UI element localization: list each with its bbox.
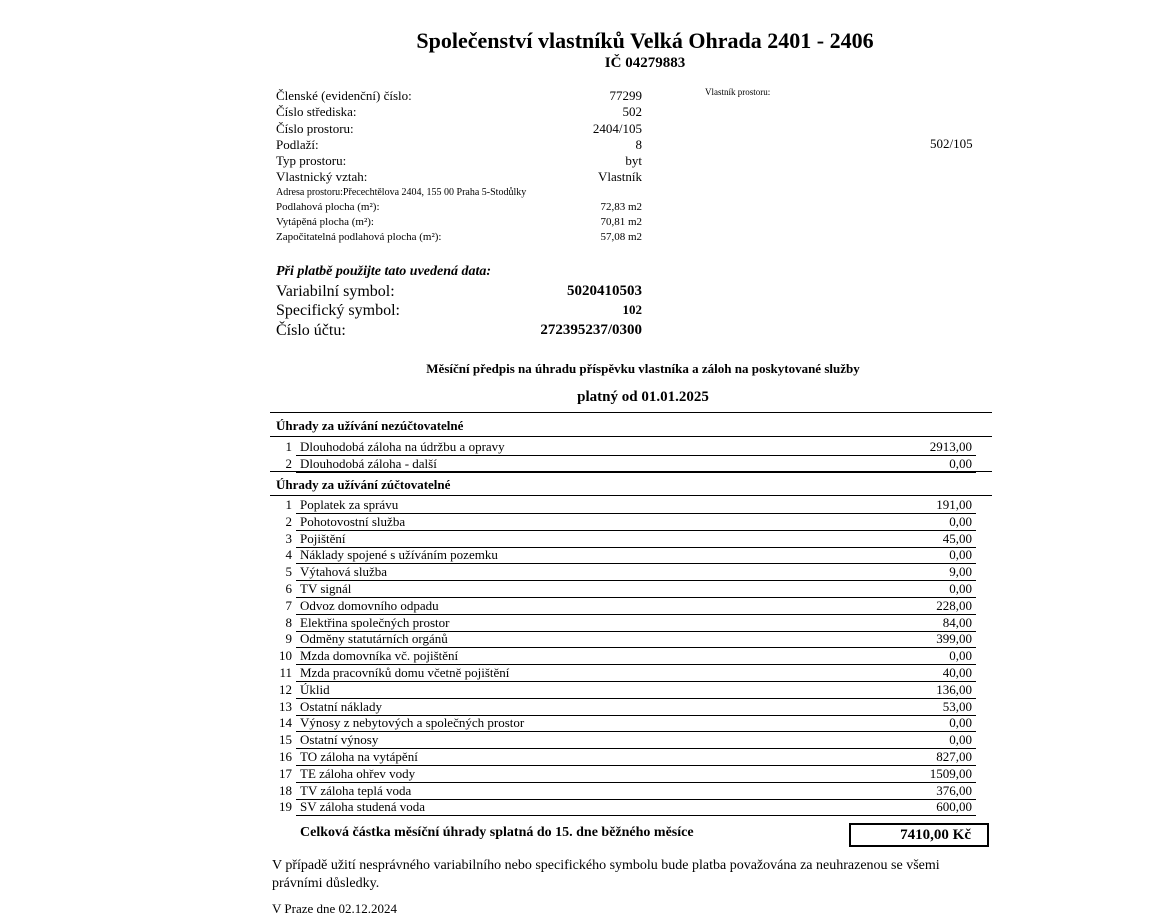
- row-amount: 84,00: [942, 614, 972, 630]
- row-number: 2: [285, 456, 292, 471]
- row-underline: [296, 472, 976, 473]
- row-amount: 136,00: [936, 681, 972, 697]
- row-amount: 53,00: [942, 698, 972, 714]
- row-number: 4: [285, 547, 292, 563]
- row-label: Poplatek za správu: [300, 497, 399, 512]
- row-number: 10: [279, 648, 292, 664]
- table-row: [276, 497, 976, 514]
- info-label: Číslo prostoru:: [276, 121, 354, 136]
- table-row: [276, 665, 976, 682]
- row-number: 18: [279, 782, 292, 798]
- info-row: [276, 104, 642, 120]
- info-row: [276, 216, 642, 228]
- row-amount: 827,00: [936, 749, 972, 764]
- row-label: Dlouhodobá záloha na údržbu a opravy: [300, 439, 505, 454]
- row-amount: 0,00: [949, 581, 972, 596]
- variable-symbol-value: 5020410503: [567, 283, 642, 299]
- table-row: [276, 598, 976, 615]
- table-row: [276, 732, 976, 749]
- row-label: Úklid: [300, 681, 330, 697]
- row-amount: 399,00: [936, 631, 972, 647]
- row-amount: 9,00: [949, 564, 972, 580]
- row-number: 14: [279, 715, 292, 731]
- info-row: [276, 231, 642, 243]
- association-title: Společenství vlastníků Velká Ohrada 2401 - 2406: [416, 28, 874, 53]
- table-row: [276, 514, 976, 531]
- info-label: Započitatelná podlahová plocha (m²):: [276, 231, 442, 243]
- info-row: [276, 169, 642, 185]
- row-label: Odměny statutárních orgánů: [300, 631, 448, 647]
- table-row: [276, 699, 976, 716]
- info-row: [276, 88, 642, 104]
- row-number: 11: [279, 665, 292, 680]
- section-nonbillable-title: Úhrady za užívání nezúčtovatelné: [276, 418, 464, 433]
- table-row: [276, 631, 976, 648]
- row-amount: 0,00: [949, 513, 972, 529]
- section-rule: [270, 436, 992, 437]
- info-label: Adresa prostoru:Přecechtělova 2404, 155 00 Praha 5-Stodůlky: [276, 187, 527, 198]
- row-label: Výtahová služba: [300, 564, 388, 580]
- company-id: IČ 04279883: [604, 55, 686, 71]
- row-label: TV signál: [300, 581, 352, 596]
- row-label: Odvoz domovního odpadu: [300, 597, 439, 613]
- row-label: SV záloha studená voda: [300, 799, 426, 815]
- info-label: Vlastnický vztah:: [276, 169, 368, 184]
- statement-subtitle: Měsíční předpis na úhradu příspěvku vlastníka a záloh na poskytované služby: [426, 361, 860, 376]
- info-label: Členské (evidenční) číslo:: [276, 88, 412, 103]
- section-billable-title: Úhrady za užívání zúčtovatelné: [276, 477, 451, 492]
- row-number: 9: [285, 631, 292, 647]
- row-amount: 40,00: [942, 665, 972, 680]
- table-row: [276, 531, 976, 548]
- section-rule: [270, 495, 992, 496]
- info-label: Podlaží:: [276, 137, 319, 152]
- row-label: Dlouhodobá záloha - další: [300, 456, 437, 471]
- variable-symbol-label: Variabilní symbol:: [276, 283, 395, 300]
- total-label: Celková částka měsíční úhrady splatná do 15. dne běžného měsíce: [300, 825, 694, 840]
- row-number: 8: [285, 614, 292, 630]
- row-amount: 45,00: [942, 530, 972, 546]
- row-number: 13: [279, 698, 292, 714]
- table-top-rule: [270, 412, 992, 413]
- table-row: [276, 799, 976, 816]
- info-row: [276, 121, 642, 137]
- info-value: byt: [625, 153, 642, 168]
- row-number: 2: [285, 513, 292, 529]
- info-row: [276, 201, 642, 213]
- account-label: Číslo účtu:: [276, 322, 346, 339]
- valid-from: platný od 01.01.2025: [577, 389, 709, 405]
- account-row: [276, 322, 642, 340]
- payment-heading: Při platbě použijte tato uvedená data:: [276, 264, 492, 279]
- row-label: Výnosy z nebytových a společných prostor: [300, 715, 525, 731]
- info-value: 70,81 m2: [600, 216, 642, 228]
- specific-symbol-value: 102: [622, 302, 642, 317]
- info-label: Číslo střediska:: [276, 104, 357, 119]
- table-row: [276, 682, 976, 699]
- total-amount: 7410,00 Kč: [849, 823, 989, 847]
- table-row: [276, 648, 976, 665]
- row-amount: 2913,00: [929, 439, 972, 454]
- specific-symbol-label: Specifický symbol:: [276, 302, 400, 319]
- row-label: TO záloha na vytápění: [300, 749, 418, 764]
- specific-symbol-row: [276, 302, 642, 320]
- section-rule: [270, 471, 992, 472]
- row-underline: [296, 815, 976, 816]
- info-row: [276, 153, 642, 169]
- info-label: Typ prostoru:: [276, 153, 347, 168]
- info-label: Podlahová plocha (m²):: [276, 201, 380, 213]
- table-row: [276, 749, 976, 766]
- row-label: Pohotovostní služba: [300, 513, 406, 529]
- row-label: TE záloha ohřev vody: [300, 765, 416, 781]
- row-number: 17: [279, 765, 292, 781]
- table-row: [276, 581, 976, 598]
- table-row: [276, 766, 976, 783]
- table-row: [276, 715, 976, 732]
- row-number: 6: [285, 581, 292, 596]
- account-value: 272395237/0300: [540, 322, 642, 338]
- row-amount: 0,00: [949, 456, 972, 471]
- row-label: Mzda pracovníků domu včetně pojištění: [300, 665, 510, 680]
- payment-note: V případě užití nesprávného variabilního nebo specifického symbolu bude platba považována za neuhrazenou se všemi právními důsledky.: [272, 858, 940, 891]
- row-number: 7: [285, 597, 292, 613]
- row-label: Náklady spojené s užíváním pozemku: [300, 547, 498, 563]
- row-amount: 600,00: [936, 799, 972, 815]
- row-number: 1: [285, 497, 292, 512]
- table-row: [276, 783, 976, 800]
- info-value: 8: [635, 137, 642, 152]
- owner-value: 502/105: [930, 136, 973, 151]
- info-value: Vlastník: [597, 169, 642, 184]
- row-label: Ostatní výnosy: [300, 732, 379, 748]
- info-label: Vytápěná plocha (m²):: [276, 216, 374, 228]
- row-label: Elektřina společných prostor: [300, 614, 450, 630]
- table-row: [276, 615, 976, 632]
- variable-symbol-row: [276, 283, 642, 301]
- table-row: [276, 564, 976, 581]
- info-value: 72,83 m2: [600, 201, 642, 213]
- row-number: 19: [279, 799, 292, 815]
- row-number: 16: [279, 749, 292, 764]
- row-label: Ostatní náklady: [300, 698, 382, 714]
- row-number: 3: [285, 530, 292, 546]
- info-value: 57,08 m2: [600, 231, 642, 243]
- row-amount: 0,00: [949, 732, 972, 748]
- info-value: 77299: [609, 88, 642, 103]
- row-number: 12: [279, 681, 292, 697]
- owner-label: Vlastník prostoru:: [705, 87, 771, 97]
- table-row: [276, 547, 976, 564]
- info-value: 2404/105: [592, 121, 642, 136]
- info-row: [276, 187, 642, 198]
- date-line: V Praze dne 02.12.2024: [272, 901, 398, 916]
- row-amount: 228,00: [936, 597, 972, 613]
- table-row: [276, 439, 976, 456]
- row-number: 5: [285, 564, 292, 580]
- info-value: 502: [622, 104, 642, 119]
- row-label: TV záloha teplá voda: [300, 782, 412, 798]
- row-amount: 376,00: [936, 782, 972, 798]
- row-amount: 1509,00: [929, 765, 972, 781]
- row-amount: 0,00: [949, 648, 972, 664]
- row-amount: 0,00: [949, 715, 972, 731]
- row-label: Pojištění: [300, 530, 346, 546]
- row-amount: 0,00: [949, 547, 972, 563]
- row-number: 1: [285, 439, 292, 454]
- row-number: 15: [279, 732, 292, 748]
- row-amount: 191,00: [936, 497, 972, 512]
- info-row: [276, 137, 642, 153]
- row-label: Mzda domovníka vč. pojištění: [300, 648, 459, 664]
